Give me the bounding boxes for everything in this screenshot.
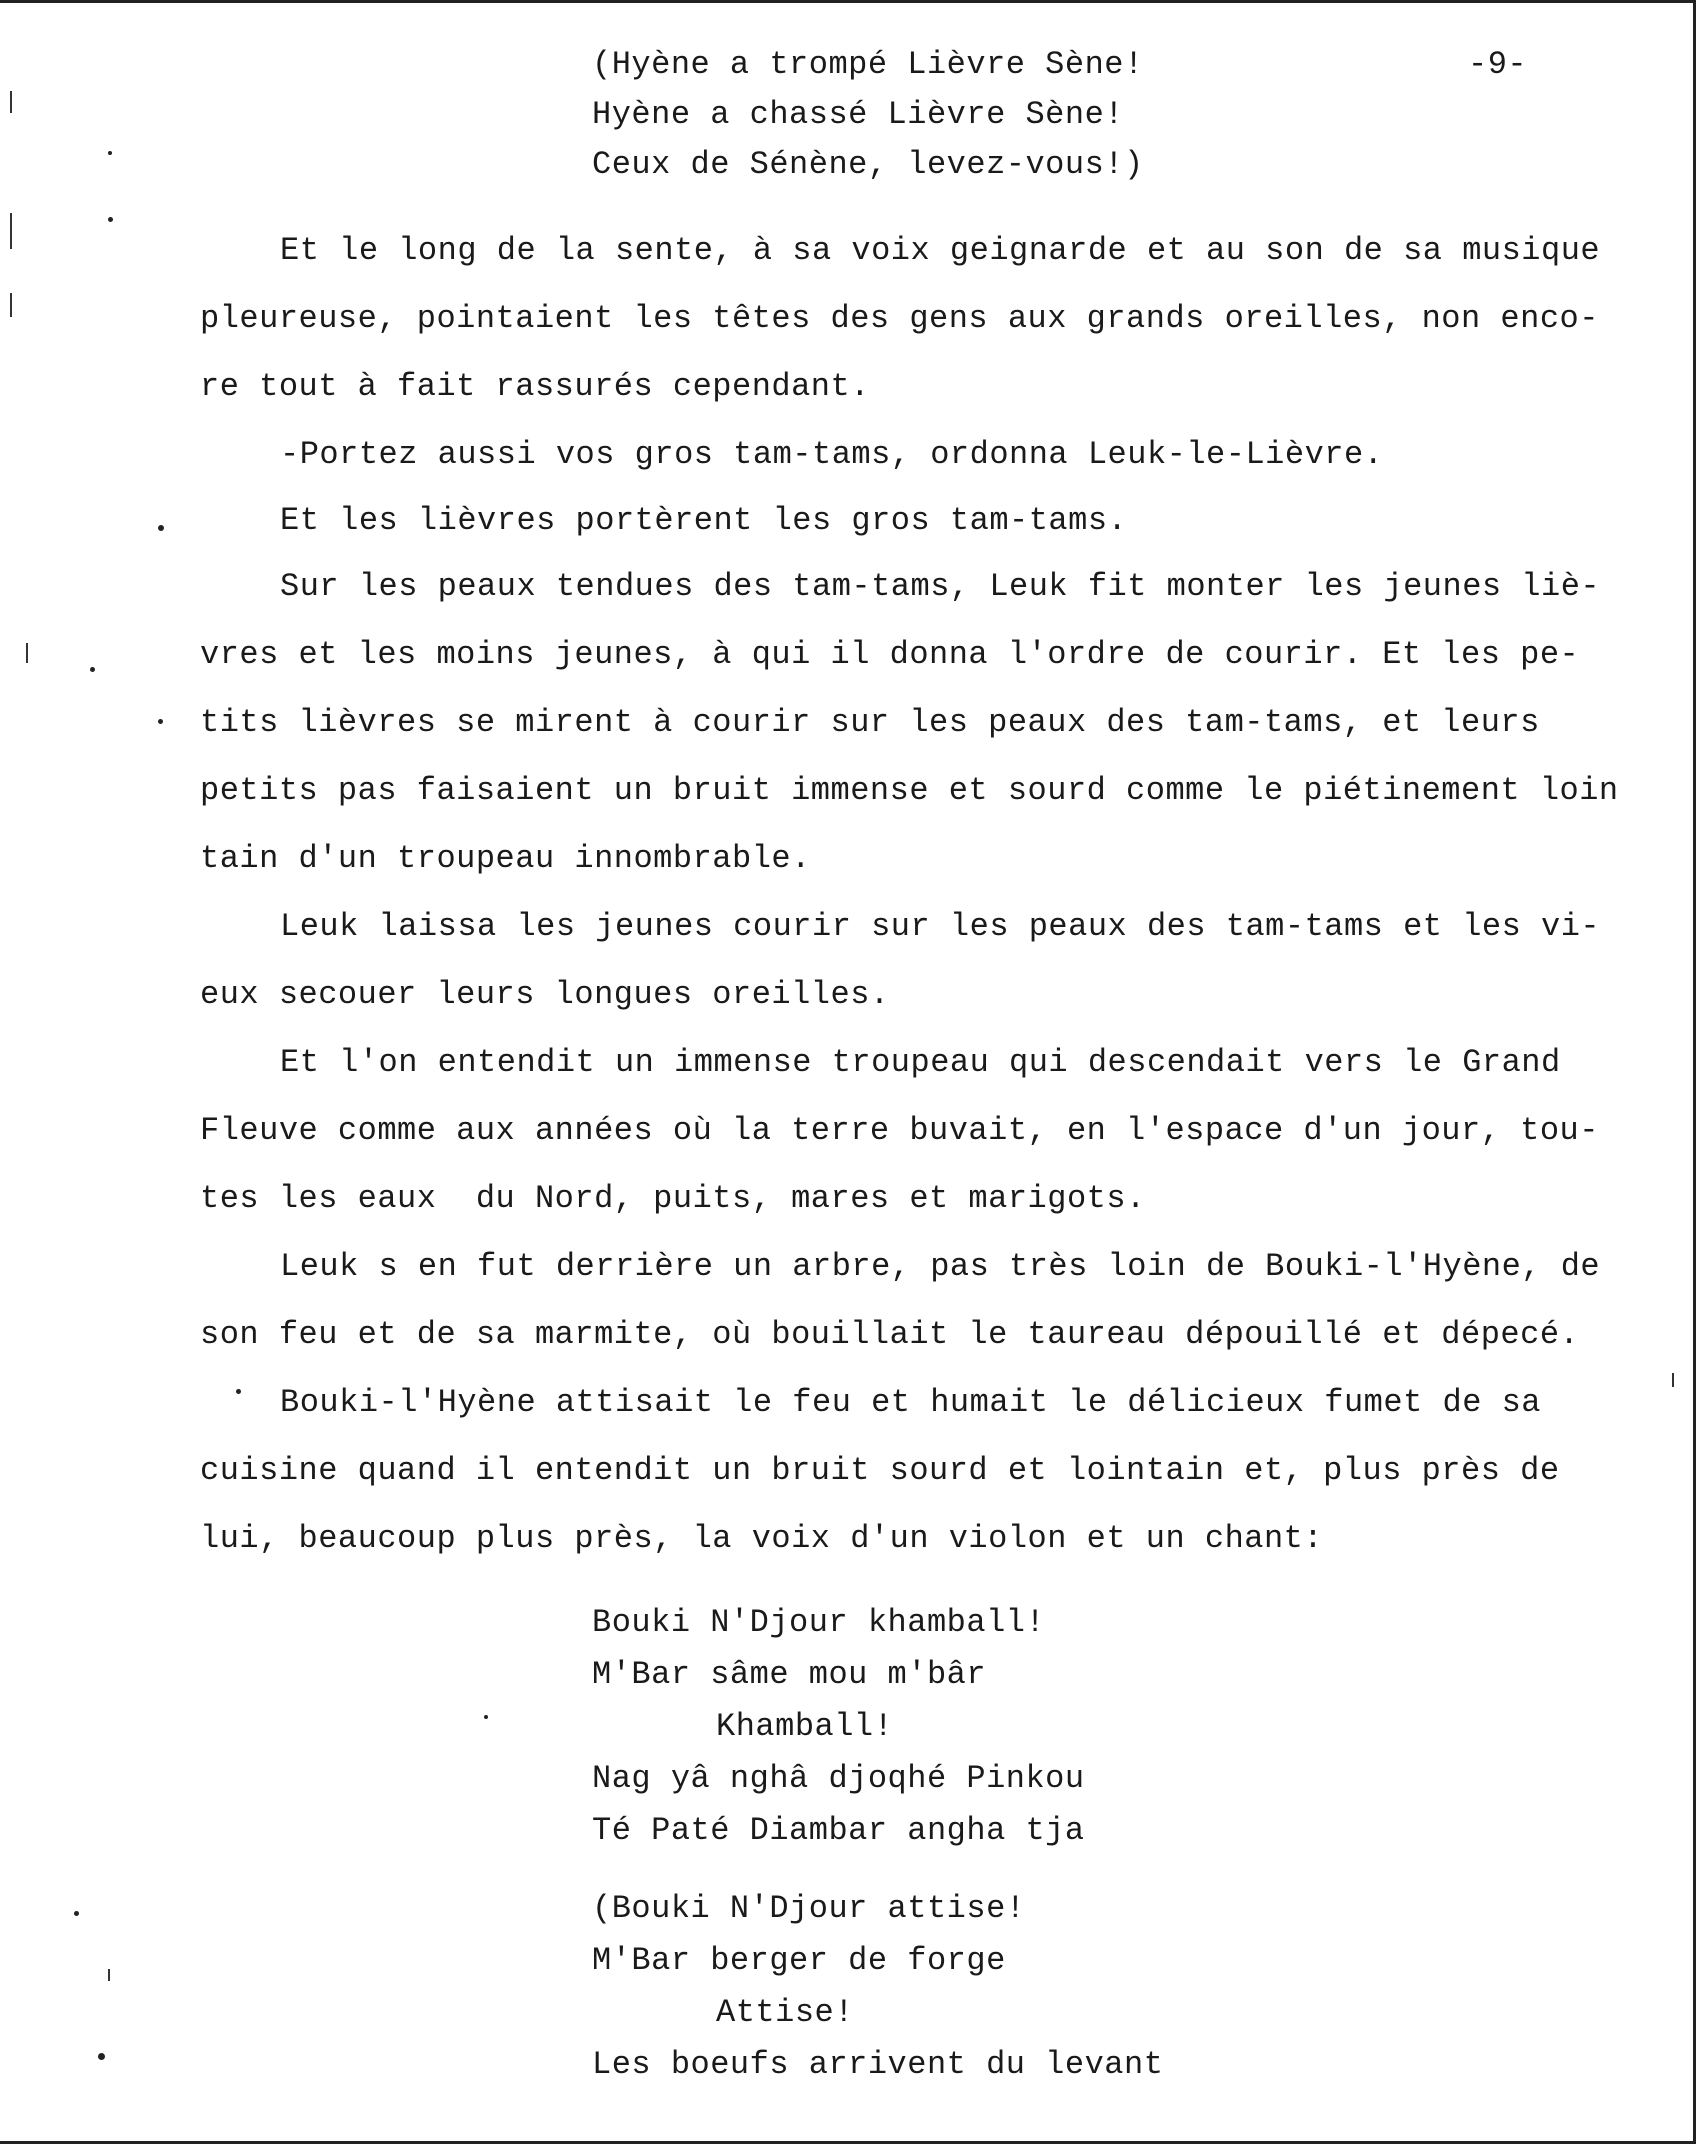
paragraph-line: Sur les peaux tendues des tam-tams, Leuk fit monter les jeunes liè- [280, 568, 1601, 605]
paragraph-line: Bouki-l'Hyène attisait le feu et humait le délicieux fumet de sa [280, 1384, 1541, 1421]
paragraph-line: -Portez aussi vos gros tam-tams, ordonna Leuk-le-Lièvre. [280, 436, 1384, 473]
scan-mark [26, 643, 28, 663]
scan-speck [158, 525, 164, 531]
scan-mark [10, 293, 12, 317]
song-wolof-line: Nag yâ nghâ djoqhé Pinkou [592, 1760, 1085, 1797]
paragraph-line: Fleuve comme aux années où la terre buvait, en l'espace d'un jour, tou- [200, 1112, 1599, 1149]
scan-mark [1672, 1373, 1674, 1387]
song-wolof-line: Té Paté Diambar angha tja [592, 1812, 1085, 1849]
song-french-line: Les boeufs arrivent du levant [592, 2046, 1164, 2083]
poem-top-line: Ceux de Sénène, levez-vous!) [592, 146, 1144, 183]
scan-speck [98, 2053, 105, 2060]
paragraph-line: tits lièvres se mirent à courir sur les peaux des tam-tams, et leurs [200, 704, 1540, 741]
scan-speck [158, 719, 163, 724]
scan-mark [10, 213, 12, 249]
scan-speck [74, 1911, 79, 1916]
paragraph-line: lui, beaucoup plus près, la voix d'un violon et un chant: [200, 1520, 1324, 1557]
song-french-line: (Bouki N'Djour attise! [592, 1890, 1026, 1927]
paragraph-line: petits pas faisaient un bruit immense et sourd comme le piétinement loin [200, 772, 1619, 809]
paragraph-line: pleureuse, pointaient les têtes des gens aux grands oreilles, non enco- [200, 300, 1599, 337]
paragraph-line: eux secouer leurs longues oreilles. [200, 976, 890, 1013]
paragraph-line: cuisine quand il entendit un bruit sourd et lointain et, plus près de [200, 1452, 1560, 1489]
poem-top-line: Hyène a chassé Lièvre Sène! [592, 96, 1124, 133]
paragraph-line: Et les lièvres portèrent les gros tam-tams. [280, 502, 1128, 539]
song-french-line: M'Bar berger de forge [592, 1942, 1006, 1979]
scan-speck [108, 217, 113, 222]
scan-speck [90, 667, 95, 672]
paragraph-line: Leuk s en fut derrière un arbre, pas très loin de Bouki-l'Hyène, de [280, 1248, 1601, 1285]
scan-speck [236, 1389, 241, 1394]
song-french-line: Attise! [716, 1994, 854, 2031]
poem-top-line: (Hyène a trompé Lièvre Sène! [592, 46, 1144, 83]
song-wolof-line: Bouki N'Djour khamball! [592, 1604, 1046, 1641]
paragraph-line: re tout à fait rassurés cependant. [200, 368, 870, 405]
scan-mark [108, 1969, 110, 1981]
song-wolof-line: M'Bar sâme mou m'bâr [592, 1656, 987, 1693]
scan-mark [10, 91, 12, 113]
scan-speck [108, 151, 112, 155]
paragraph-line: Et le long de la sente, à sa voix geignarde et au son de sa musique [280, 232, 1601, 269]
paragraph-line: tain d'un troupeau innombrable. [200, 840, 811, 877]
scan-speck [484, 1715, 488, 1719]
paragraph-line: Leuk laissa les jeunes courir sur les peaux des tam-tams et les vi- [280, 908, 1601, 945]
paragraph-line: vres et les moins jeunes, à qui il donna l'ordre de courir. Et les pe- [200, 636, 1580, 673]
paragraph-line: Et l'on entendit un immense troupeau qui descendait vers le Grand [280, 1044, 1561, 1081]
song-wolof-line: Khamball! [716, 1708, 894, 1745]
paragraph-line: tes les eaux du Nord, puits, mares et marigots. [200, 1180, 1146, 1217]
page-number: -9- [1468, 46, 1528, 83]
paragraph-line: son feu et de sa marmite, où bouillait le taureau dépouillé et dépecé. [200, 1316, 1580, 1353]
